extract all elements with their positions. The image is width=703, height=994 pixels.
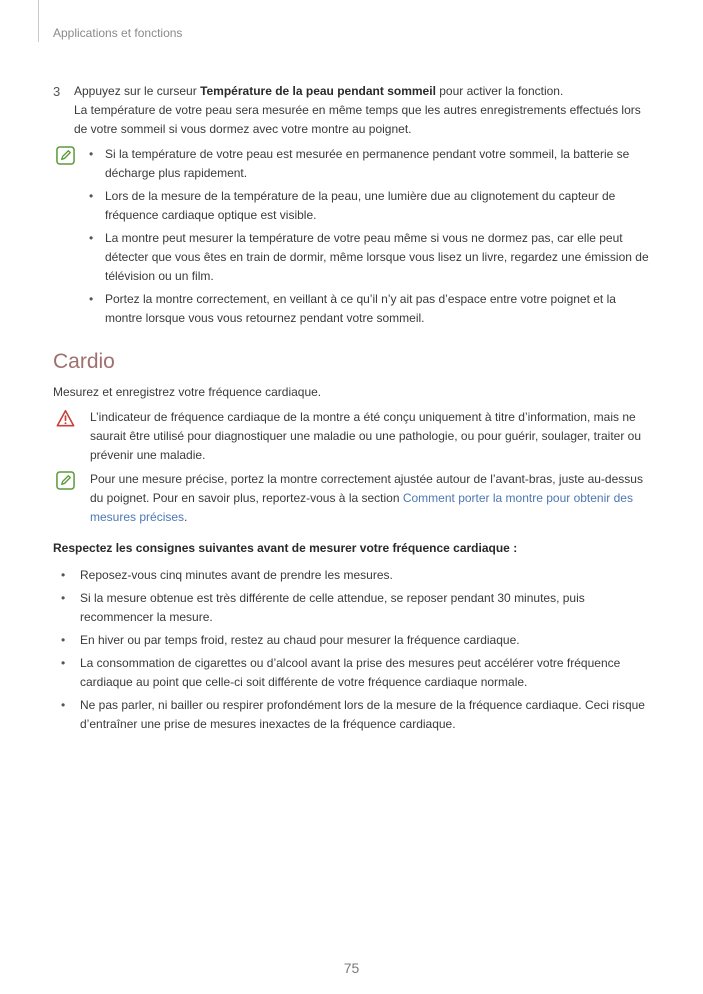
consigne-item: • Si la mesure obtenue est très différente de celle attendue, se reposer pendant 30 minutes, puis recommencer la mesure.: [53, 589, 653, 627]
note-text-after: .: [184, 510, 188, 524]
note-pencil-icon: [56, 471, 75, 490]
consigne-item: • La consommation de cigarettes ou d’alcool avant la prise des mesures peut accélérer votre fréquence cardiaque au point que celle-ci soit différente de votre fréquence cardiaque normale.: [53, 654, 653, 692]
step-text-after: pour activer la fonction.: [435, 84, 564, 98]
notes-list: [87, 145, 653, 328]
note-text-before: Pour une mesure précise, portez la montre correctement ajustée autour de l’avant-bras, juste au-dessus du poignet. Pour en savoir plus, reportez-vous à la section: [90, 472, 643, 505]
note-item: • Lors de la mesure de la température de la peau, une lumière due au clignotement du capteur de fréquence cardiaque optique est visible.: [87, 187, 653, 225]
page-header: Applications et fonctions: [53, 26, 183, 40]
consigne-item: • En hiver ou par temps froid, restez au chaud pour mesurer la fréquence cardiaque.: [53, 631, 653, 650]
consignes-list: [53, 566, 653, 738]
cardio-intro: Mesurez et enregistrez votre fréquence cardiaque.: [53, 385, 322, 399]
note-item: • La montre peut mesurer la température de votre peau même si vous ne dormez pas, car elle peut détecter que vous êtes en train de dormir, même lorsque vous lisez un livre, regardez une émission de télévision ou un film.: [87, 229, 653, 286]
link-wear-watch[interactable]: Comment porter la montre pour obtenir des mesures précises: [90, 491, 633, 524]
step-number: 3: [53, 84, 61, 99]
warning-triangle-icon: [56, 409, 75, 428]
consignes-heading: Respectez les consignes suivantes avant de mesurer votre fréquence cardiaque :: [53, 541, 518, 555]
note-text-cardio: [90, 470, 653, 527]
section-title-cardio: Cardio: [53, 350, 115, 373]
note-block-cardio: [53, 470, 653, 527]
step-line2: La température de votre peau sera mesurée en même temps que les autres enregistrements effectués lors de votre sommeil si vous dormez avec votre montre au poignet.: [74, 103, 641, 136]
step-3: [53, 82, 653, 139]
note-pencil-icon: [56, 146, 75, 165]
step-text: [74, 82, 653, 139]
step-text-before: Appuyez sur le curseur: [74, 84, 201, 98]
step-bold-setting: Température de la peau pendant sommeil: [200, 84, 436, 98]
note-block-temperature: [53, 145, 653, 332]
note-item: • Portez la montre correctement, en veillant à ce qu’il n’y ait pas d’espace entre votre poignet et la montre lorsque vous vous retournez pendant votre sommeil.: [87, 290, 653, 328]
consigne-item: • Ne pas parler, ni bailler ou respirer profondément lors de la mesure de la fréquence cardiaque. Ceci risque d’entraîner une prise de mesures inexactes de la fréquence cardiaque.: [53, 696, 653, 734]
warning-text: L’indicateur de fréquence cardiaque de la montre a été conçu uniquement à titre d’information, mais ne saurait être utilisé pour diagnostiquer une maladie ou une pathologie, ou pour guérir, soulager, traiter ou prévenir une maladie.: [90, 410, 642, 462]
consigne-item: • Reposez-vous cinq minutes avant de prendre les mesures.: [53, 566, 653, 585]
note-item: • Si la température de votre peau est mesurée en permanence pendant votre sommeil, la batterie se décharge plus rapidement.: [87, 145, 653, 183]
header-rule: [38, 0, 39, 42]
page-number: 75: [343, 960, 360, 976]
warning-block: [53, 408, 653, 465]
